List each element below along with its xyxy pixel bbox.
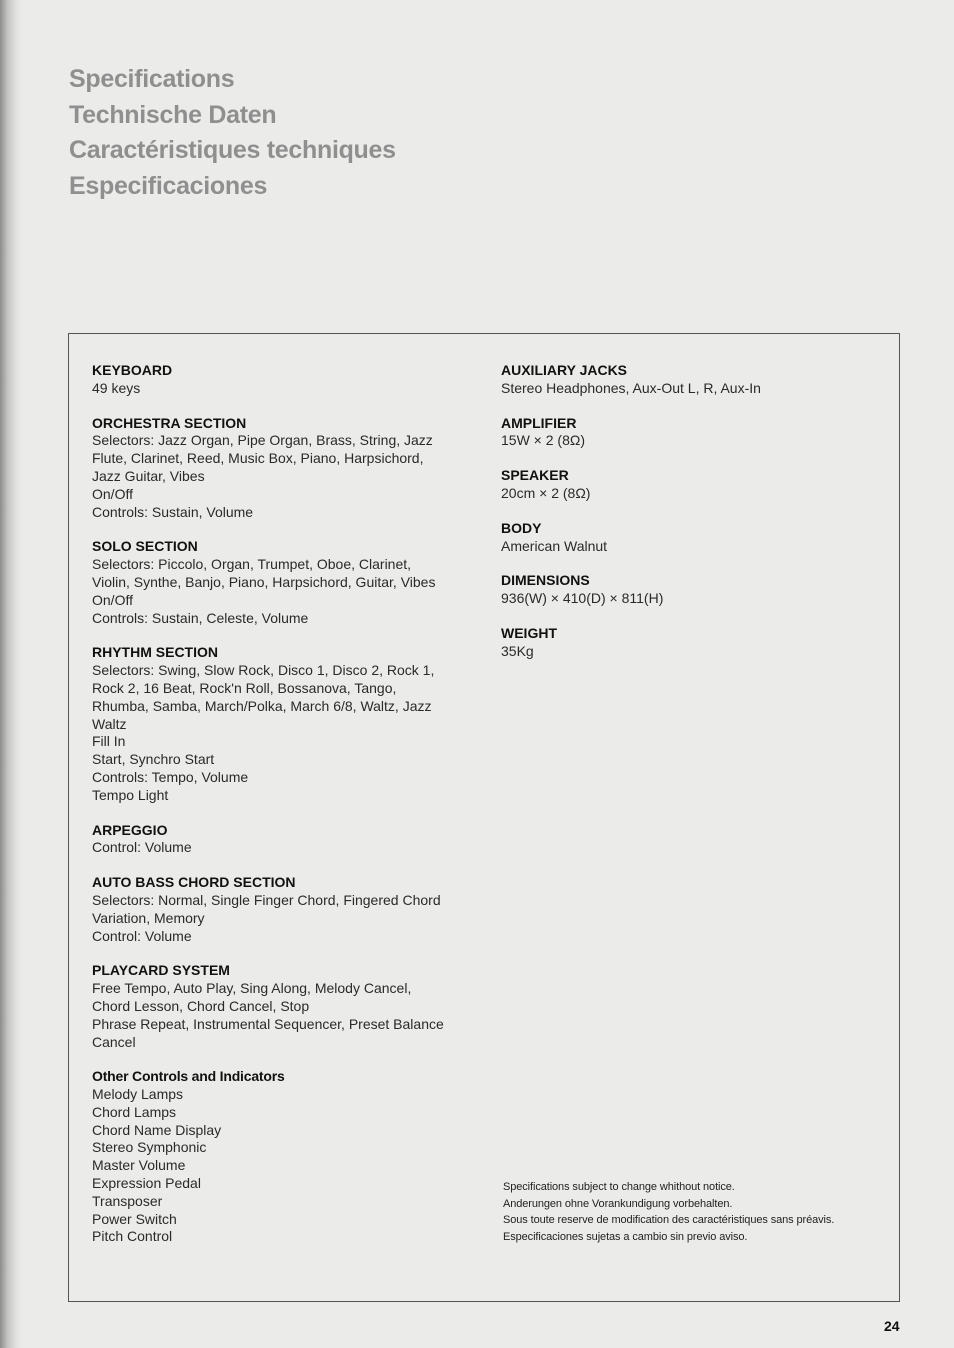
- section-rhythm: [92, 644, 492, 804]
- spec-line: Selectors: Swing, Slow Rock, Disco 1, Disco 2, Rock 1,: [92, 662, 435, 679]
- page-number: 24: [884, 1318, 900, 1334]
- spec-line: On/Off: [92, 591, 133, 608]
- section-heading: ORCHESTRA SECTION: [92, 414, 247, 431]
- spec-line: Flute, Clarinet, Reed, Music Box, Piano, Harpsichord,: [92, 450, 424, 467]
- spec-line: 936(W) × 410(D) × 811(H): [501, 590, 664, 607]
- spec-line: Controls: Tempo, Volume: [92, 768, 249, 785]
- section-keyboard: [92, 362, 492, 398]
- title-spanish: Especificaciones: [69, 171, 268, 200]
- spec-line: Phrase Repeat, Instrumental Sequencer, Preset Balance: [92, 1015, 444, 1032]
- section-auto-bass-chord: [92, 874, 492, 945]
- section-arpeggio: [92, 822, 492, 858]
- title-german: Technische Daten: [69, 100, 277, 129]
- spec-line: Chord Lamps: [92, 1103, 177, 1120]
- spec-line: 35Kg: [501, 642, 534, 659]
- spec-line: Control: Volume: [92, 839, 192, 856]
- notice-english: Specifications subject to change whithout notice.: [503, 1181, 735, 1193]
- right-column: [501, 362, 881, 678]
- spec-line: Selectors: Jazz Organ, Pipe Organ, Brass, String, Jazz: [92, 432, 433, 449]
- section-heading: AUXILIARY JACKS: [501, 362, 628, 378]
- section-heading: SOLO SECTION: [92, 538, 198, 555]
- spec-line: Power Switch: [92, 1210, 177, 1227]
- section-playcard-system: [92, 962, 492, 1051]
- spec-line: Tempo Light: [92, 786, 169, 803]
- section-auxiliary-jacks: [501, 362, 881, 398]
- spec-line: Jazz Guitar, Vibes: [92, 467, 205, 484]
- title-english: Specifications: [69, 65, 235, 93]
- section-amplifier: [501, 415, 881, 451]
- spec-line: Start, Synchro Start: [92, 751, 215, 768]
- spec-line: 49 keys: [92, 379, 141, 396]
- spec-line: Stereo Headphones, Aux-Out L, R, Aux-In: [501, 379, 761, 396]
- binding-shadow: [0, 0, 22, 1348]
- spec-line: Selectors: Normal, Single Finger Chord, Fingered Chord: [92, 891, 441, 908]
- page-titles: [69, 62, 396, 204]
- notice-french: Sous toute reserve de modification des caractéristiques sans préavis.: [503, 1214, 835, 1227]
- section-heading: AMPLIFIER: [501, 414, 577, 431]
- spec-line: Free Tempo, Auto Play, Sing Along, Melody Cancel,: [92, 980, 412, 997]
- spec-line: Cancel: [92, 1033, 136, 1050]
- spec-line: Transposer: [92, 1192, 163, 1209]
- spec-line: Controls: Sustain, Celeste, Volume: [92, 609, 309, 626]
- spec-line: Chord Lesson, Chord Cancel, Stop: [92, 997, 310, 1014]
- section-heading: ARPEGGIO: [92, 821, 168, 838]
- spec-line: American Walnut: [501, 537, 608, 554]
- section-heading: BODY: [501, 519, 542, 536]
- spec-line: Selectors: Piccolo, Organ, Trumpet, Oboe, Clarinet,: [92, 556, 412, 573]
- notice-spanish: Especificaciones sujetas a cambio sin previo aviso.: [503, 1230, 748, 1243]
- spec-line: Rock 2, 16 Beat, Rock'n Roll, Bossanova, Tango,: [92, 679, 397, 696]
- section-dimensions: [501, 572, 881, 608]
- section-heading: Other Controls and Indicators: [92, 1068, 285, 1085]
- section-weight: [501, 625, 881, 661]
- notice-german: Anderungen ohne Vorankundigung vorbehalten.: [503, 1197, 733, 1210]
- spec-line: Melody Lamps: [92, 1086, 184, 1103]
- specifications-box: [68, 333, 900, 1302]
- section-heading: WEIGHT: [501, 624, 557, 641]
- spec-line: 15W × 2 (8Ω): [501, 432, 585, 449]
- spec-line: Violin, Synthe, Banjo, Piano, Harpsichord, Guitar, Vibes: [92, 573, 436, 590]
- spec-line: Master Volume: [92, 1157, 186, 1174]
- spec-line: Expression Pedal: [92, 1175, 201, 1192]
- section-speaker: [501, 467, 881, 503]
- spec-line: Stereo Symphonic: [92, 1139, 207, 1156]
- section-heading: PLAYCARD SYSTEM: [92, 962, 230, 979]
- section-orchestra: [92, 415, 492, 522]
- spec-line: 20cm × 2 (8Ω): [501, 484, 591, 501]
- spec-line: Waltz: [92, 715, 127, 732]
- section-solo: [92, 538, 492, 627]
- spec-line: Variation, Memory: [92, 909, 205, 926]
- section-heading: SPEAKER: [501, 467, 569, 484]
- section-heading: DIMENSIONS: [501, 572, 590, 589]
- section-other-controls: [92, 1068, 492, 1246]
- spec-line: Controls: Sustain, Volume: [92, 503, 254, 520]
- spec-line: On/Off: [92, 485, 133, 502]
- spec-line: Rhumba, Samba, March/Polka, March 6/8, Waltz, Jazz: [92, 697, 432, 714]
- left-column: [92, 362, 492, 1263]
- title-french: Caractéristiques techniques: [69, 136, 396, 164]
- section-heading: KEYBOARD: [92, 362, 173, 378]
- section-body: [501, 520, 881, 556]
- section-heading: RHYTHM SECTION: [92, 644, 218, 661]
- spec-line: Fill In: [92, 733, 126, 750]
- spec-line: Control: Volume: [92, 927, 192, 944]
- spec-line: Chord Name Display: [92, 1121, 222, 1138]
- spec-line: Pitch Control: [92, 1228, 173, 1245]
- change-notice: [503, 1179, 893, 1245]
- section-heading: AUTO BASS CHORD SECTION: [92, 874, 296, 891]
